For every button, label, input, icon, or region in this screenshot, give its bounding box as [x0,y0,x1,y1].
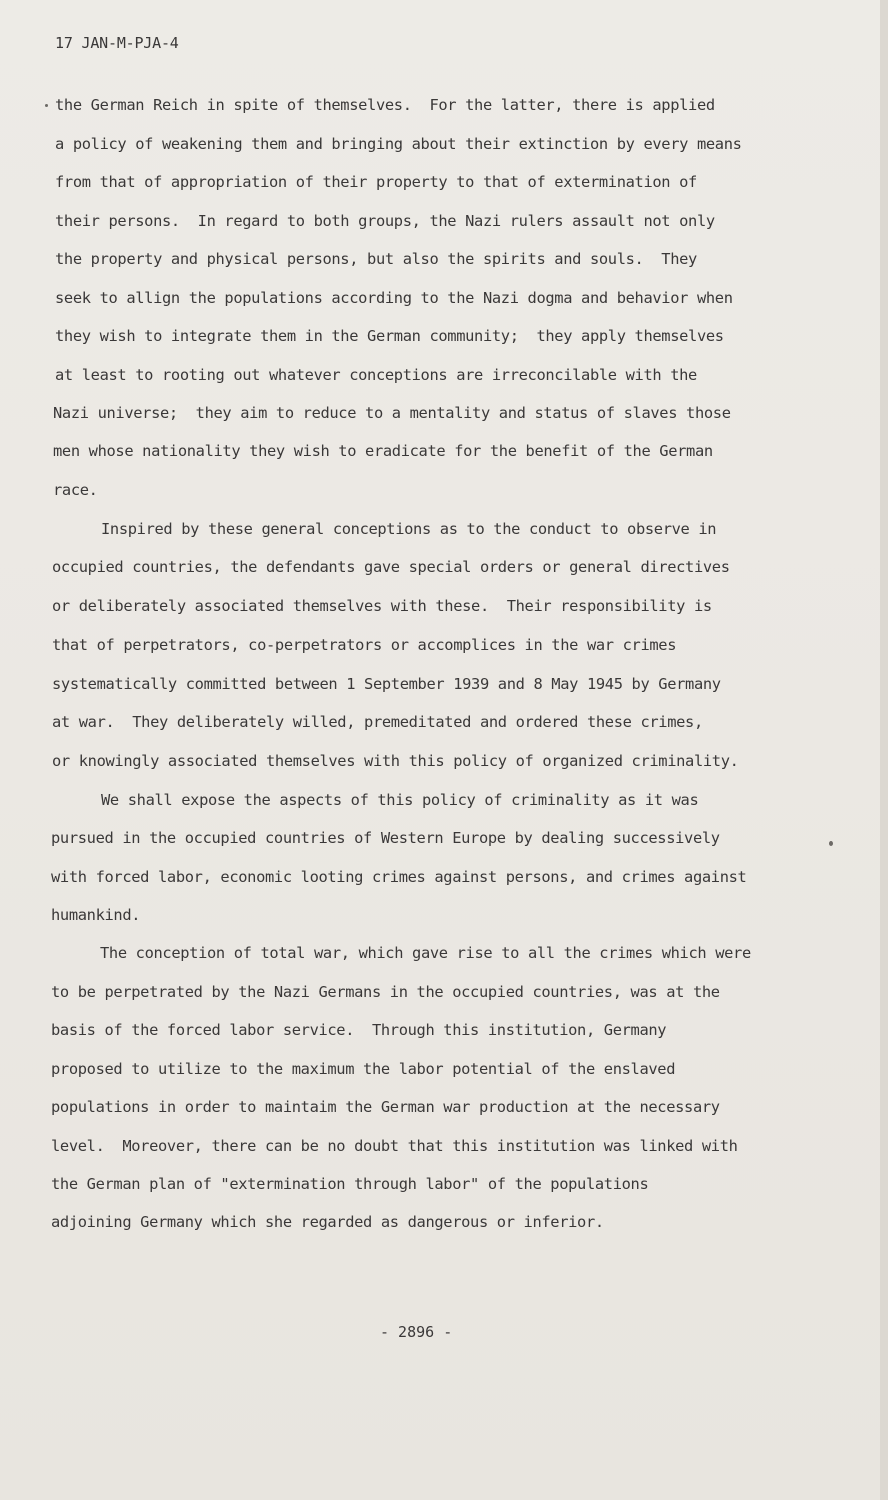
text-line: We shall expose the aspects of this policy of criminality as it was [101,791,699,809]
margin-mark [829,841,833,846]
text-line: race. [53,481,98,499]
text-line: a policy of weakening them and bringing about their extinction by every means [55,135,742,153]
text-line: from that of appropriation of their property to that of extermination of [55,173,697,191]
text-line: the German Reich in spite of themselves. For the latter, there is applied [55,96,715,114]
page-number: - 2896 - [380,1323,453,1341]
text-line: systematically committed between 1 September 1939 and 8 May 1945 by Germany [52,675,721,693]
text-line: the German plan of "extermination through labor" of the populations [51,1175,649,1193]
document-header: 17 JAN-M-PJA-4 [55,34,179,52]
text-line: humankind. [51,906,141,924]
text-line: Nazi universe; they aim to reduce to a mentality and status of slaves those [53,404,731,422]
text-line: occupied countries, the defendants gave special orders or general directives [52,558,730,576]
text-line: populations in order to maintaim the German war production at the necessary [51,1098,720,1116]
text-line: their persons. In regard to both groups, the Nazi rulers assault not only [55,212,715,230]
text-line: at least to rooting out whatever conceptions are irreconcilable with the [55,366,697,384]
text-line: or knowingly associated themselves with this policy of organized criminality. [52,752,739,770]
text-line: adjoining Germany which she regarded as dangerous or inferior. [51,1213,604,1231]
text-line: pursued in the occupied countries of Western Europe by dealing successively [51,829,720,847]
text-line: the property and physical persons, but also the spirits and souls. They [55,250,697,268]
text-line: that of perpetrators, co-perpetrators or accomplices in the war crimes [52,636,677,654]
text-line: men whose nationality they wish to eradicate for the benefit of the German [53,442,713,460]
text-line: proposed to utilize to the maximum the labor potential of the enslaved [51,1060,676,1078]
text-line: with forced labor, economic looting crimes against persons, and crimes against [51,868,747,886]
text-line: or deliberately associated themselves with these. Their responsibility is [52,597,712,615]
text-line: to be perpetrated by the Nazi Germans in the occupied countries, was at the [51,983,720,1001]
text-line: seek to allign the populations according to the Nazi dogma and behavior when [55,289,733,307]
text-line: they wish to integrate them in the German community; they apply themselves [55,327,724,345]
text-line: Inspired by these general conceptions as to the conduct to observe in [101,520,717,538]
margin-mark [45,104,48,107]
text-line: basis of the forced labor service. Through this institution, Germany [51,1021,667,1039]
text-line: The conception of total war, which gave rise to all the crimes which were [100,944,751,962]
text-line: at war. They deliberately willed, premeditated and ordered these crimes, [52,713,703,731]
text-line: level. Moreover, there can be no doubt that this institution was linked with [51,1137,738,1155]
page-edge [880,0,888,1500]
